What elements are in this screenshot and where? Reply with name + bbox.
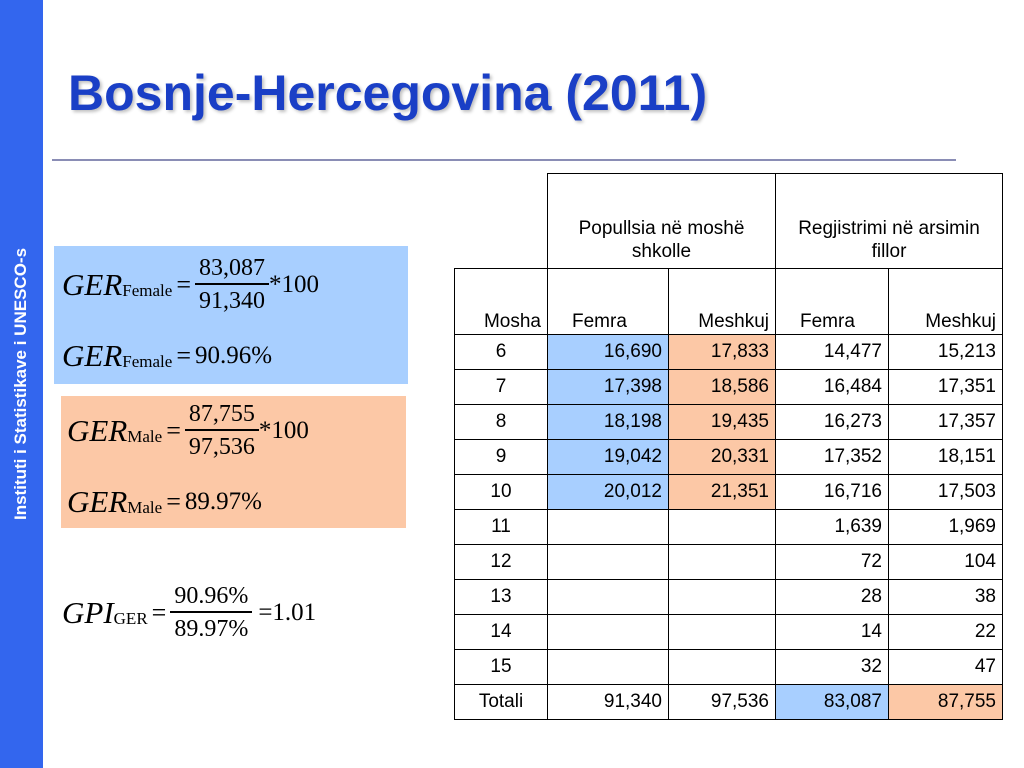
cell-female-population: 16,690 (548, 335, 669, 370)
ger-male-subscript: Male (127, 426, 163, 446)
ger-female-result: 90.96% (194, 342, 273, 369)
cell-age: 14 (455, 615, 548, 650)
gpi-subscript: GER (113, 608, 148, 628)
cell-male-enrollment: 17,357 (889, 405, 1003, 440)
ger-female-numerator: 83,087 (195, 256, 269, 285)
ger-female-equals: = (176, 269, 191, 299)
ger-female-result-equals: = (176, 341, 191, 370)
cell-female-enrollment: 32 (776, 650, 889, 685)
ger-female-result-symbol: GER (62, 338, 123, 373)
cell-male-enrollment: 22 (889, 615, 1003, 650)
sidebar-band (0, 0, 43, 768)
cell-age: 7 (455, 370, 548, 405)
cell-female-population (548, 545, 669, 580)
cell-male-population (669, 545, 776, 580)
cell-female-enrollment: 16,273 (776, 405, 889, 440)
cell-age: 13 (455, 580, 548, 615)
cell-age: 12 (455, 545, 548, 580)
cell-female-population: 19,042 (548, 440, 669, 475)
empty-corner-cell (455, 174, 548, 269)
cell-male-enrollment: 17,351 (889, 370, 1003, 405)
cell-male-enrollment: 15,213 (889, 335, 1003, 370)
ger-female-fraction (195, 256, 269, 313)
ger-female-equation (62, 256, 319, 313)
ger-female-result-equation (62, 338, 272, 374)
cell-male-population (669, 580, 776, 615)
ger-male-multiplier: *100 (258, 416, 309, 444)
cell-male-enrollment: 104 (889, 545, 1003, 580)
total-male-population: 97,536 (669, 685, 776, 720)
ger-male-numerator: 87,755 (185, 402, 259, 431)
cell-female-population (548, 650, 669, 685)
gpi-equation (62, 584, 316, 641)
table-row (455, 335, 1003, 370)
ger-male-equation (67, 402, 309, 459)
table-body (455, 335, 1003, 685)
gpi-denominator: 89.97% (174, 616, 249, 642)
cell-male-enrollment: 1,969 (889, 510, 1003, 545)
cell-female-enrollment: 28 (776, 580, 889, 615)
cell-male-population (669, 510, 776, 545)
cell-male-population: 20,331 (669, 440, 776, 475)
ger-male-fraction (185, 402, 259, 459)
cell-age: 9 (455, 440, 548, 475)
cell-age: 11 (455, 510, 548, 545)
cell-female-enrollment: 72 (776, 545, 889, 580)
table-row (455, 440, 1003, 475)
table-row (455, 580, 1003, 615)
gpi-result: =1.01 (258, 598, 317, 626)
table-row (455, 475, 1003, 510)
cell-age: 6 (455, 335, 548, 370)
cell-female-enrollment: 17,352 (776, 440, 889, 475)
cell-female-enrollment: 16,716 (776, 475, 889, 510)
ger-male-symbol: GER (67, 412, 128, 448)
cell-male-population: 21,351 (669, 475, 776, 510)
cell-male-enrollment: 18,151 (889, 440, 1003, 475)
ger-male-formula-box (61, 396, 406, 528)
table-total-row (455, 685, 1003, 720)
cell-male-enrollment: 17,503 (889, 475, 1003, 510)
cell-male-population: 18,586 (669, 370, 776, 405)
ger-female-formula-box (54, 246, 408, 384)
cell-female-population: 20,012 (548, 475, 669, 510)
cell-age: 10 (455, 475, 548, 510)
column-header-age: Mosha (455, 269, 548, 335)
cell-female-population (548, 580, 669, 615)
ger-male-result-symbol: GER (67, 484, 128, 519)
ger-female-symbol: GER (62, 266, 123, 302)
column-header-female-enrollment: Femra (776, 269, 889, 335)
ger-male-result: 89.97% (184, 488, 262, 515)
cell-male-population: 17,833 (669, 335, 776, 370)
cell-female-enrollment: 16,484 (776, 370, 889, 405)
cell-female-population: 17,398 (548, 370, 669, 405)
ger-female-multiplier: *100 (268, 270, 319, 298)
cell-male-enrollment: 38 (889, 580, 1003, 615)
cell-age: 15 (455, 650, 548, 685)
table-row (455, 650, 1003, 685)
cell-female-population: 18,198 (548, 405, 669, 440)
total-female-population: 91,340 (548, 685, 669, 720)
total-male-enrollment: 87,755 (889, 685, 1003, 720)
group-header-population: Popullsia në moshë shkolle (548, 174, 776, 269)
gpi-fraction (170, 584, 252, 641)
enrollment-table (454, 173, 1003, 720)
table-row (455, 405, 1003, 440)
cell-female-enrollment: 1,639 (776, 510, 889, 545)
cell-male-enrollment: 47 (889, 650, 1003, 685)
ger-male-equals: = (166, 415, 181, 445)
table-row (455, 510, 1003, 545)
table-row (455, 545, 1003, 580)
ger-female-subscript: Female (122, 280, 173, 300)
ger-male-result-subscript: Male (127, 498, 163, 517)
title-divider (52, 159, 956, 161)
cell-female-enrollment: 14,477 (776, 335, 889, 370)
table-row (455, 370, 1003, 405)
cell-age: 8 (455, 405, 548, 440)
table-row (455, 615, 1003, 650)
cell-male-population (669, 615, 776, 650)
sidebar-label: Instituti i Statistikave i UNESCO-s (11, 247, 30, 521)
table-group-header-row (455, 174, 1003, 269)
group-header-enrollment: Regjistrimi në arsimin fillor (776, 174, 1003, 269)
cell-male-population: 19,435 (669, 405, 776, 440)
gpi-symbol: GPI (62, 594, 114, 630)
ger-female-result-subscript: Female (122, 352, 173, 371)
table-column-header-row (455, 269, 1003, 335)
gpi-equals: = (151, 597, 167, 627)
ger-male-denominator: 97,536 (188, 434, 255, 460)
slide-title: Bosnje-Hercegovina (2011) (68, 65, 708, 121)
cell-female-population (548, 615, 669, 650)
cell-female-population (548, 510, 669, 545)
total-label: Totali (455, 685, 548, 720)
ger-female-denominator: 91,340 (198, 288, 265, 314)
cell-female-enrollment: 14 (776, 615, 889, 650)
column-header-male-population: Meshkuj (669, 269, 776, 335)
ger-male-result-equation (67, 484, 262, 520)
ger-male-result-equals: = (166, 487, 181, 516)
column-header-male-enrollment: Meshkuj (889, 269, 1003, 335)
column-header-female-population: Femra (548, 269, 669, 335)
cell-male-population (669, 650, 776, 685)
gpi-numerator: 90.96% (170, 584, 252, 613)
total-female-enrollment: 83,087 (776, 685, 889, 720)
